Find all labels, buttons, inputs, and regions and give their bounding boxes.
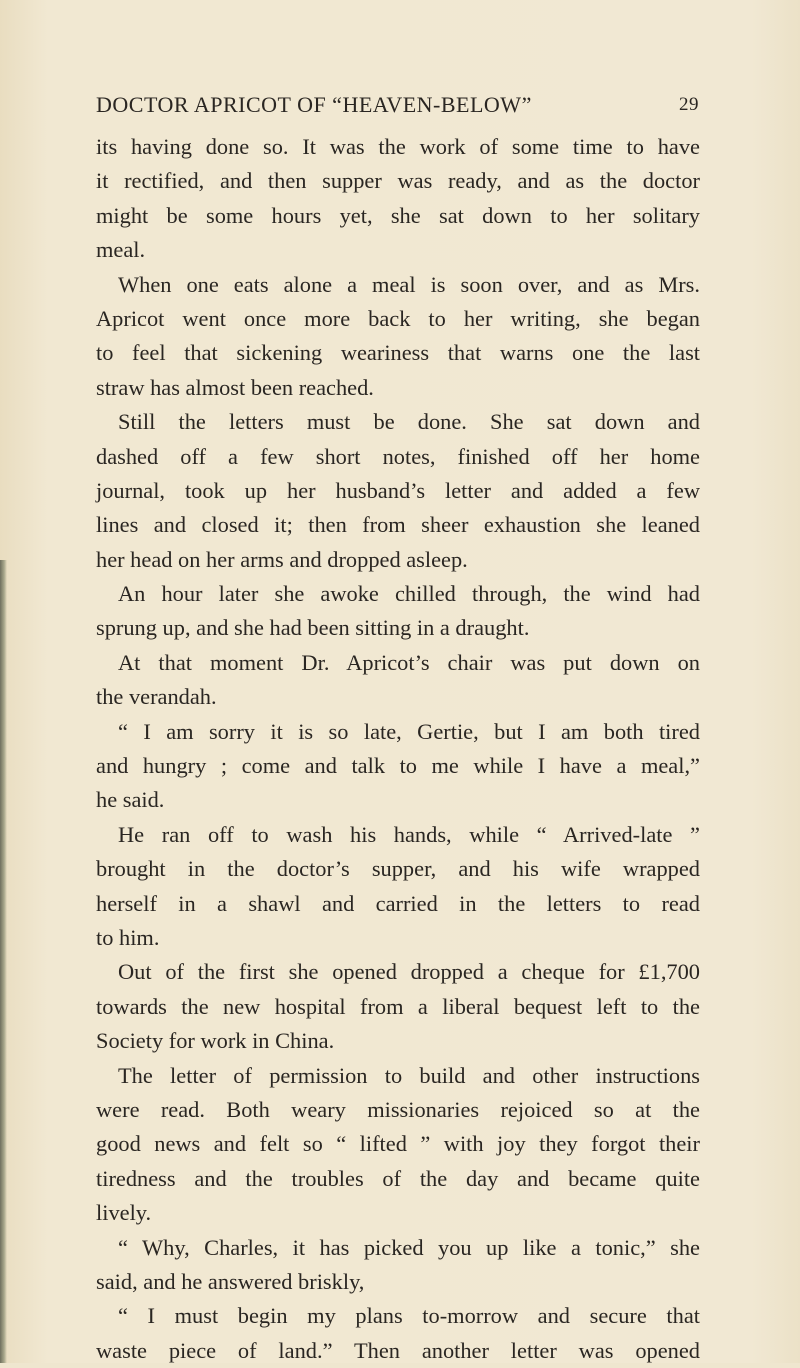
text-line: might be some hours yet, she sat down to her solitary [96,202,700,228]
text-line: Out of the first she opened dropped a cheque for £1,700 [118,959,700,985]
text-line: said, and he answered briskly, [96,1268,365,1294]
text-line: tiredness and the troubles of the day and became quite [96,1165,700,1191]
page-number: 29 [679,94,699,115]
body-text [96,130,700,1368]
text-line: Still the letters must be done. She sat down and [118,409,700,435]
text-line: “ I must begin my plans to-morrow and secure that [118,1303,700,1329]
text-line: journal, took up her husband’s letter and added a few [96,477,700,503]
text-line: An hour later she awoke chilled through, the wind had [118,581,700,607]
page-edge-shadow [0,560,7,1363]
text-line: waste piece of land.” Then another letter was opened [96,1337,700,1363]
text-line: lines and closed it; then from sheer exhaustion she leaned [96,512,700,538]
text-line: The letter of permission to build and other instructions [118,1062,700,1088]
text-line: brought in the doctor’s supper, and his wife wrapped [96,856,700,882]
text-line: its having done so. It was the work of some time to have [96,134,700,159]
text-line: towards the new hospital from a liberal bequest left to the [96,993,700,1019]
text-line: to feel that sickening weariness that warns one the last [96,340,700,366]
text-line: it rectified, and then supper was ready, and as the doctor [96,168,700,194]
text-line: When one eats alone a meal is soon over, and as Mrs. [118,271,700,297]
text-line: “ Why, Charles, it has picked you up like a tonic,” she [118,1234,700,1260]
text-line: to him. [96,924,160,950]
text-line: he said. [96,787,165,813]
text-line: Apricot went once more back to her writing, she began [96,305,700,331]
text-line: good news and felt so “ lifted ” with joy they forgot their [96,1131,700,1157]
text-line: and hungry ; come and talk to me while I have a meal,” [96,753,700,779]
text-line: He ran off to wash his hands, while “ Arrived-late ” [118,821,700,847]
text-line: herself in a shawl and carried in the letters to read [96,890,700,916]
text-line: straw has almost been reached. [96,374,374,400]
text-line: sprung up, and she had been sitting in a draught. [96,615,530,641]
running-head-title: DOCTOR APRICOT OF “HEAVEN-BELOW” [96,92,532,117]
text-line: the verandah. [96,684,217,710]
text-line: were read. Both weary missionaries rejoiced so at the [96,1096,700,1122]
text-line: meal. [96,237,146,263]
text-line: dashed off a few short notes, finished off her home [96,443,700,469]
text-line: her head on her arms and dropped asleep. [96,546,468,572]
text-line: At that moment Dr. Apricot’s chair was put down on [118,649,700,675]
text-line: lively. [96,1200,152,1226]
running-head [96,92,699,118]
text-line: “ I am sorry it is so late, Gertie, but I am both tired [118,718,700,744]
text-line: Society for work in China. [96,1028,335,1054]
